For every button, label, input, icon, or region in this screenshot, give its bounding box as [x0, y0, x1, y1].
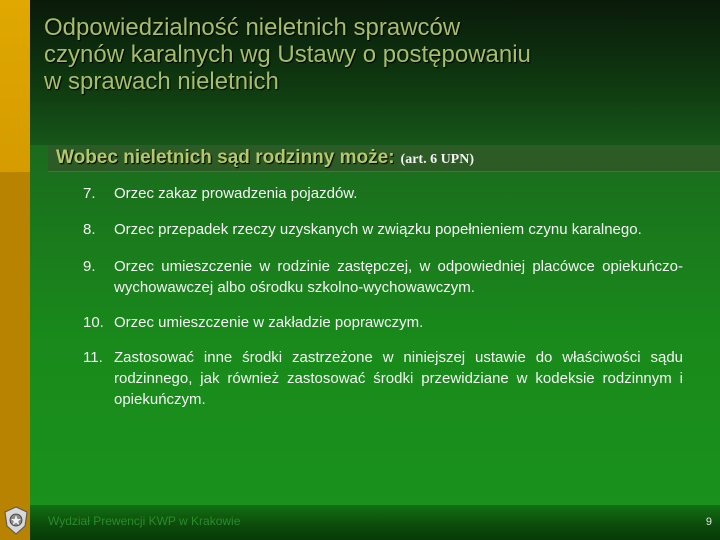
- subheader-reference: (art. 6 UPN): [400, 152, 475, 167]
- title-line: czynów karalnych wg Ustawy o postępowaniu: [44, 41, 531, 68]
- list-item-text: Orzec umieszczenie w rodzinie zastępczej, w odpowiedniej placówce opiekuńczo-wychowawczej albo ośrodku szkolno-wychowawczym.: [114, 258, 683, 296]
- list-item-number: 11.: [83, 349, 103, 366]
- left-accent-bar-lower: [0, 172, 30, 540]
- title-line: Odpowiedzialność nieletnich sprawców: [44, 14, 461, 41]
- police-emblem-icon: [3, 506, 29, 536]
- subheader: [56, 146, 474, 172]
- list-item-text: Orzec zakaz prowadzenia pojazdów.: [114, 185, 358, 202]
- list-item-text: Orzec przepadek rzeczy uzyskanych w związku popełnieniem czynu karalnego.: [114, 221, 642, 238]
- subheader-text: Wobec nieletnich sąd rodzinny może:: [56, 147, 395, 168]
- list-item: [83, 183, 683, 204]
- list-item: [83, 256, 683, 298]
- list-item-text: Zastosować inne środki zastrzeżone w niniejszej ustawie do właściwości sądu rodzinnego, jak również zastosować środki przewidziane w kodeksie rodzinnym i opiekuńczym.: [114, 349, 683, 408]
- list-item-text: Orzec umieszczenie w zakładzie poprawczym.: [114, 314, 424, 331]
- slide-title: [44, 14, 684, 95]
- list-item-number: 8.: [83, 221, 96, 238]
- measures-list: [83, 183, 683, 410]
- footer-text: Wydział Prewencji KWP w Krakowie: [48, 514, 241, 528]
- list-item: [83, 312, 683, 333]
- list-item: [83, 219, 683, 240]
- page-number: 9: [705, 516, 712, 528]
- list-item-number: 9.: [83, 258, 96, 275]
- list-item-number: 7.: [83, 185, 96, 202]
- title-line: w sprawach nieletnich: [44, 68, 279, 95]
- list-item-number: 10.: [83, 314, 104, 331]
- list-item: [83, 347, 683, 410]
